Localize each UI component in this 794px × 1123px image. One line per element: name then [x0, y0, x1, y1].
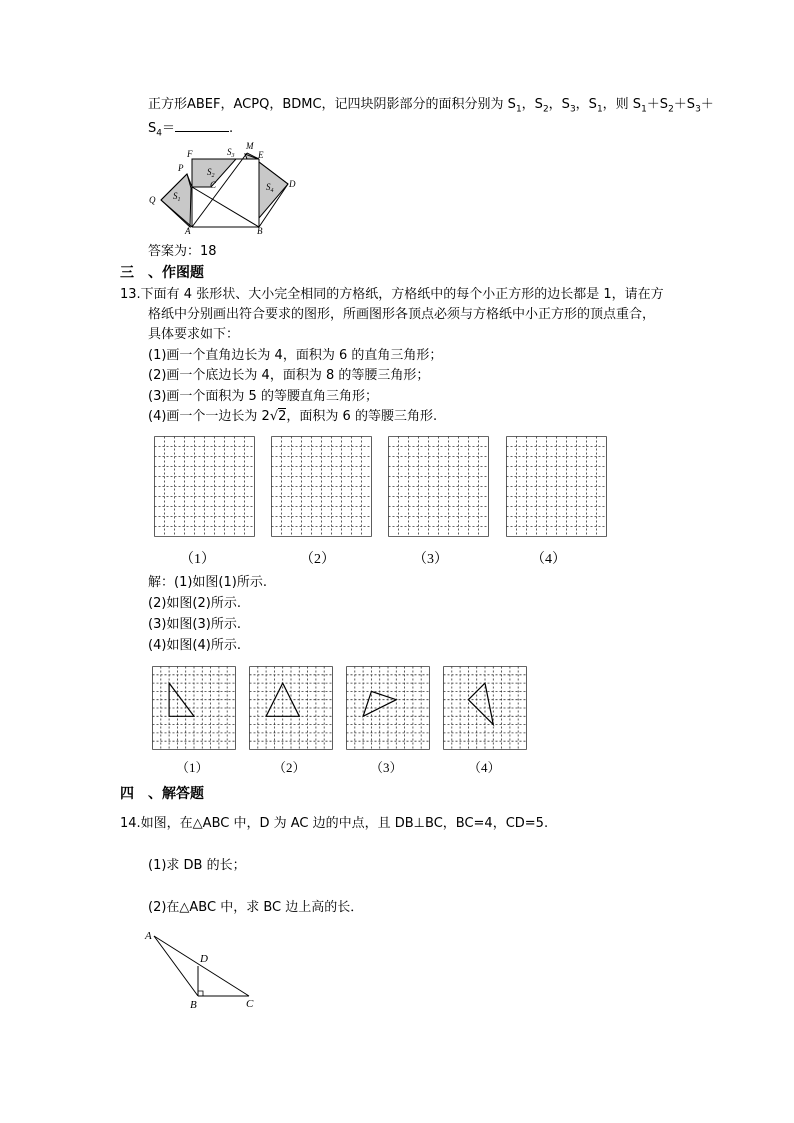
label-c: C [210, 180, 217, 190]
q13-item1: (1)画一个直角边长为 4，面积为 6 的直角三角形； [148, 348, 443, 363]
label-d: D [289, 179, 296, 189]
empty-grid-1 [154, 436, 255, 537]
label-d-14: D [200, 953, 208, 965]
solution-3: (3)如图(3)所示. [148, 617, 241, 632]
answer-grid-2 [249, 666, 333, 750]
section3-title: 三 、作图题 [120, 265, 204, 281]
q12-line1: 正方形ABEF，ACPQ，BDMC，记四块阴影部分的面积分别为 $S_1$，$S_2$，$S_3$，$S_1$，则 $S_1+S_2+S_3+$ [148, 97, 714, 115]
q13-line1: 13.下面有 4 张形状、大小完全相同的方格纸，方格纸中的每个小正方形的边长都是 1，请在方 [120, 287, 664, 302]
label-f: F [187, 149, 193, 159]
grid-caption-2: （2） [300, 552, 335, 567]
label-b-14: B [190, 999, 197, 1011]
empty-grid-2 [271, 436, 372, 537]
answer-grid-3 [346, 666, 430, 750]
answer-grid-4 [443, 666, 527, 750]
solution-4: (4)如图(4)所示. [148, 638, 241, 653]
section4-title: 四 、解答题 [120, 786, 204, 802]
answer-caption-2: （2） [273, 760, 306, 775]
q14-part1: (1)求 DB 的长； [148, 858, 246, 873]
label-c-14: C [246, 998, 254, 1010]
q13-line3: 具体要求如下： [148, 327, 240, 342]
q12-answer: 答案为：18 [148, 244, 217, 259]
answer-caption-4: （4） [468, 760, 501, 775]
answer-caption-3: （3） [370, 760, 403, 775]
empty-grid-3 [388, 436, 489, 537]
q13-item3: (3)画一个面积为 5 的等腰直角三角形； [148, 389, 378, 404]
label-a-14: A [145, 930, 152, 942]
grid-caption-1: （1） [180, 552, 215, 567]
q13-item2: (2)画一个底边长为 4，面积为 8 的等腰三角形； [148, 368, 430, 383]
q12-line2: $S_4=$ . [148, 121, 234, 139]
label-b: B [257, 226, 263, 236]
grid-caption-3: （3） [413, 552, 448, 567]
answer-caption-1: （1） [176, 760, 209, 775]
solution-2: (2)如图(2)所示. [148, 596, 241, 611]
grid-caption-4: （4） [531, 552, 566, 567]
q13-line2: 格纸中分别画出符合要求的图形，所画图形各顶点必须与方格纸中小正方形的顶点重合， [148, 307, 656, 322]
label-s1: $S_1$ [173, 191, 181, 203]
answer-grid-1 [152, 666, 236, 750]
label-m: M [246, 141, 254, 151]
q13-item4: (4)画一个一边长为 2√2，面积为 6 的等腰三角形. [148, 409, 438, 424]
q14-line1: 14.如图，在△ABC 中，D 为 AC 边的中点，且 DB⊥BC，BC=4，CD=5. [120, 816, 549, 831]
label-s4: $S_4$ [266, 182, 274, 194]
triangle-abc-figure [142, 926, 267, 1011]
label-q: Q [149, 195, 156, 205]
label-p: P [178, 163, 184, 173]
answer-blank [175, 119, 229, 132]
q14-part2: (2)在△ABC 中，求 BC 边上高的长． [148, 900, 364, 915]
squares-figure [148, 142, 308, 237]
empty-grid-4 [506, 436, 607, 537]
solution-1: 解：(1)如图(1)所示. [148, 575, 267, 590]
label-e: E [258, 150, 264, 160]
answer-triangle [468, 683, 493, 725]
label-s3: $S_3$ [227, 147, 235, 159]
label-s2: $S_2$ [207, 167, 215, 179]
label-a: A [185, 226, 191, 236]
